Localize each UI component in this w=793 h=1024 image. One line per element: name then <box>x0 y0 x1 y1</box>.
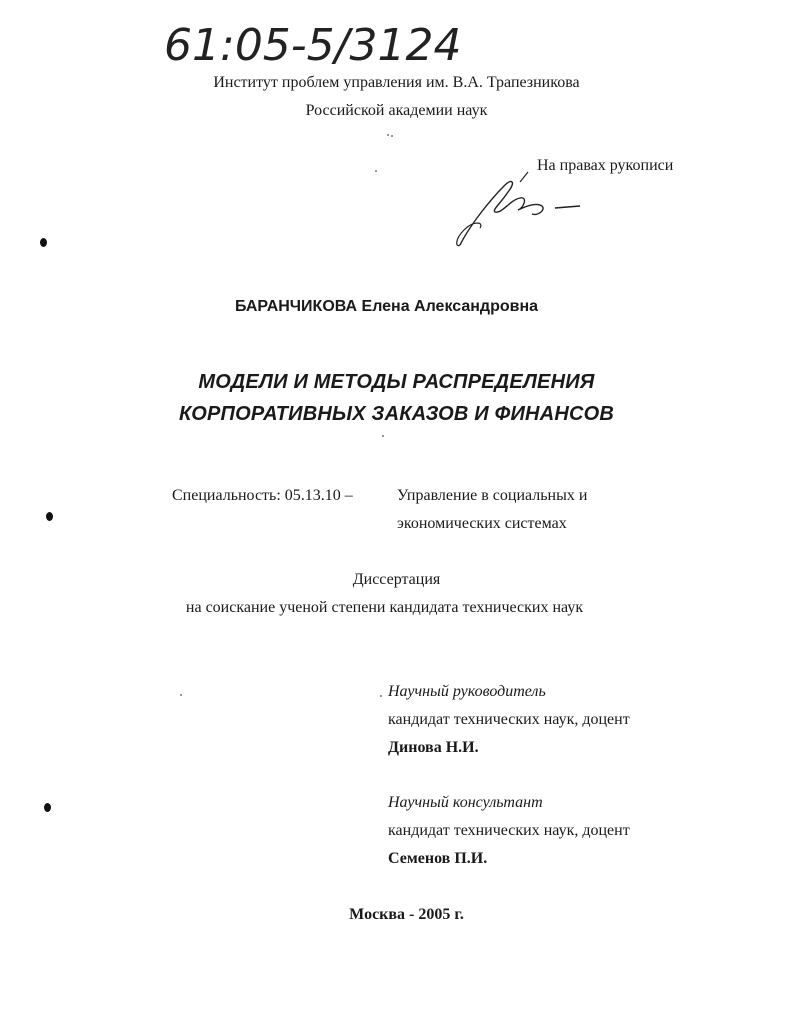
academy-name: Российской академии наук <box>305 102 488 119</box>
binder-hole-mark <box>44 803 51 812</box>
consultant-name: Семенов П.И. <box>388 850 488 867</box>
handwritten-archive-number <box>160 12 540 72</box>
archive-number-text: 61:05-5/3124 <box>164 20 462 71</box>
scan-speck <box>380 695 382 697</box>
binder-hole-mark <box>46 512 53 521</box>
scan-speck <box>391 135 393 137</box>
consultant-degree: кандидат технических наук, доцент <box>388 822 630 839</box>
scan-speck <box>180 694 182 696</box>
supervisor-name: Динова Н.И. <box>388 739 479 756</box>
specialty-name-1: Управление в социальных и <box>397 487 588 504</box>
title-line-1: МОДЕЛИ И МЕТОДЫ РАСПРЕДЕЛЕНИЯ <box>198 371 595 393</box>
institute-name: Институт проблем управления им. В.А. Трапезникова <box>213 74 580 91</box>
specialty-name-2: экономических системах <box>397 515 567 532</box>
signature <box>450 170 590 255</box>
consultant-role: Научный консультант <box>388 794 543 811</box>
binder-hole-mark <box>40 238 47 247</box>
specialty-label: Специальность: 05.13.10 – <box>172 487 353 504</box>
scan-speck <box>382 435 384 437</box>
title-line-2: КОРПОРАТИВНЫХ ЗАКАЗОВ И ФИНАНСОВ <box>178 403 615 425</box>
supervisor-role: Научный руководитель <box>388 683 546 700</box>
degree-purpose: на соискание ученой степени кандидата технических наук <box>185 599 584 616</box>
author-name: БАРАНЧИКОВА Елена Александровна <box>234 298 539 315</box>
scan-speck <box>387 134 389 136</box>
place-and-year: Москва - 2005 г. <box>349 906 464 923</box>
supervisor-degree: кандидат технических наук, доцент <box>388 711 630 728</box>
dissertation-label: Диссертация <box>352 571 441 588</box>
scan-speck <box>375 170 377 172</box>
manuscript-rights: На правах рукописи <box>537 157 674 174</box>
